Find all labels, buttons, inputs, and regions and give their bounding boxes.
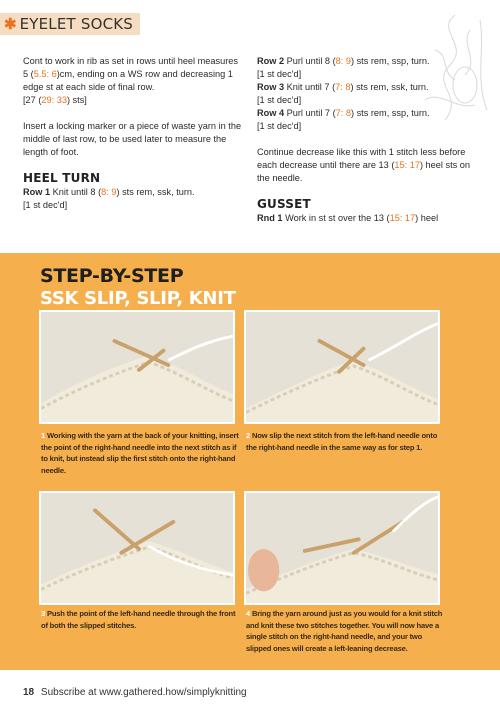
text-span: ) heel sts on the needle. bbox=[257, 160, 470, 183]
page-number: 18 bbox=[23, 687, 35, 698]
stitch-count: [1 st dec'd] bbox=[23, 200, 68, 210]
step-2-caption bbox=[246, 430, 446, 453]
text-span: Purl until 7 ( bbox=[284, 108, 336, 118]
step-4-caption bbox=[246, 608, 446, 654]
stitch-count: [1 st dec'd] bbox=[257, 95, 302, 105]
heading-gusset: GUSSET bbox=[257, 197, 311, 211]
row-label: Row 4 bbox=[257, 108, 285, 118]
text-span: Knit until 8 ( bbox=[50, 187, 102, 197]
size-values: 7: 8 bbox=[335, 108, 351, 118]
step-number: 2 bbox=[246, 431, 251, 440]
text-span: Continue decrease like this with 1 stitch less before each decrease until there are 13 ( bbox=[257, 147, 466, 170]
size-values: 8: 9 bbox=[101, 187, 117, 197]
size-values: 8: 9 bbox=[335, 56, 351, 66]
text-span: ) sts rem, ssk, turn. bbox=[350, 82, 429, 92]
row-label: Rnd 1 bbox=[257, 213, 283, 223]
row-label: Row 1 bbox=[23, 187, 51, 197]
section-tag bbox=[0, 13, 140, 35]
size-values: 5.5: 6 bbox=[33, 69, 57, 79]
paragraph-marker: Insert a locking marker or a piece of waste yarn in the middle of last row, to be used later to measure the length of foot. bbox=[23, 121, 242, 157]
panel-title: STEP-BY-STEP bbox=[40, 265, 184, 287]
section-tag-label: EYELET SOCKS bbox=[19, 15, 134, 33]
step-number: 3 bbox=[41, 609, 46, 618]
step-number: 1 bbox=[41, 431, 46, 440]
size-values: 29: 33 bbox=[41, 95, 67, 105]
stitch-count: [1 st dec'd] bbox=[257, 121, 302, 131]
step-number: 4 bbox=[246, 609, 251, 618]
row-3-instruction bbox=[257, 81, 479, 107]
text-span: Cont to work in rib as set in rows until heel measures 5 ( bbox=[23, 56, 238, 79]
text-span: ) sts] bbox=[66, 95, 87, 105]
text-span: )cm, ending on a WS row and decreasing 1 edge st at each side of final row. bbox=[23, 69, 233, 92]
paragraph-continue-decrease bbox=[257, 146, 479, 185]
text-span: ) sts rem, ssp, turn. bbox=[350, 56, 430, 66]
text-span: Knit until 7 ( bbox=[284, 82, 336, 92]
asterisk-icon: ✱ bbox=[4, 16, 17, 33]
subscribe-link[interactable]: Subscribe at www.gathered.how/simplyknitting bbox=[40, 687, 247, 698]
size-values: 7: 8 bbox=[335, 82, 351, 92]
text-span: [27 ( bbox=[23, 95, 42, 105]
row-4-instruction bbox=[257, 107, 479, 133]
size-values: 15: 17 bbox=[394, 160, 420, 170]
text-span: ) heel bbox=[415, 213, 439, 223]
stitch-count bbox=[23, 94, 245, 107]
panel-subtitle: SSK SLIP, SLIP, KNIT bbox=[40, 288, 236, 309]
step-1-photo bbox=[39, 310, 235, 424]
heading-heel-turn: HEEL TURN bbox=[23, 171, 101, 185]
row-1-instruction bbox=[23, 186, 245, 212]
text-span: ) sts rem, ssp, turn. bbox=[350, 108, 430, 118]
step-4-photo bbox=[244, 491, 440, 605]
stitch-count: [1 st dec'd] bbox=[257, 69, 302, 79]
step-text: Bring the yarn around just as you would for a knit stitch and knit these two stitches together. You will now have a single stitch on the right-hand needle, and your two slipped ones will create a left-leaning decrease. bbox=[246, 609, 443, 653]
rnd-1-instruction bbox=[257, 212, 479, 225]
text-span: Purl until 8 ( bbox=[284, 56, 336, 66]
text-span: Work in st st over the 13 ( bbox=[282, 213, 390, 223]
row-2-instruction bbox=[257, 55, 479, 81]
text-span: ) sts rem, ssk, turn. bbox=[116, 187, 195, 197]
row-label: Row 2 bbox=[257, 56, 285, 66]
step-3-caption bbox=[41, 608, 241, 631]
step-1-caption bbox=[41, 430, 241, 476]
step-text: Push the point of the left-hand needle through the front of both the slipped stitches. bbox=[41, 609, 236, 630]
paragraph-heel-rib bbox=[23, 55, 245, 107]
left-text-column bbox=[23, 55, 245, 212]
step-3-photo bbox=[39, 491, 235, 605]
row-label: Row 3 bbox=[257, 82, 285, 92]
step-by-step-panel bbox=[0, 253, 500, 670]
size-values: 15: 17 bbox=[389, 213, 416, 223]
right-text-column bbox=[257, 55, 479, 225]
step-text: Now slip the next stitch from the left-hand needle onto the right-hand needle in the same way as for step 1. bbox=[246, 431, 438, 452]
page-footer bbox=[23, 687, 247, 698]
step-2-photo bbox=[244, 310, 440, 424]
step-text: Working with the yarn at the back of your knitting, insert the point of the right-hand needle into the next stitch as if to knit, but instead slip the first stitch onto the right-hand needle. bbox=[41, 431, 239, 475]
